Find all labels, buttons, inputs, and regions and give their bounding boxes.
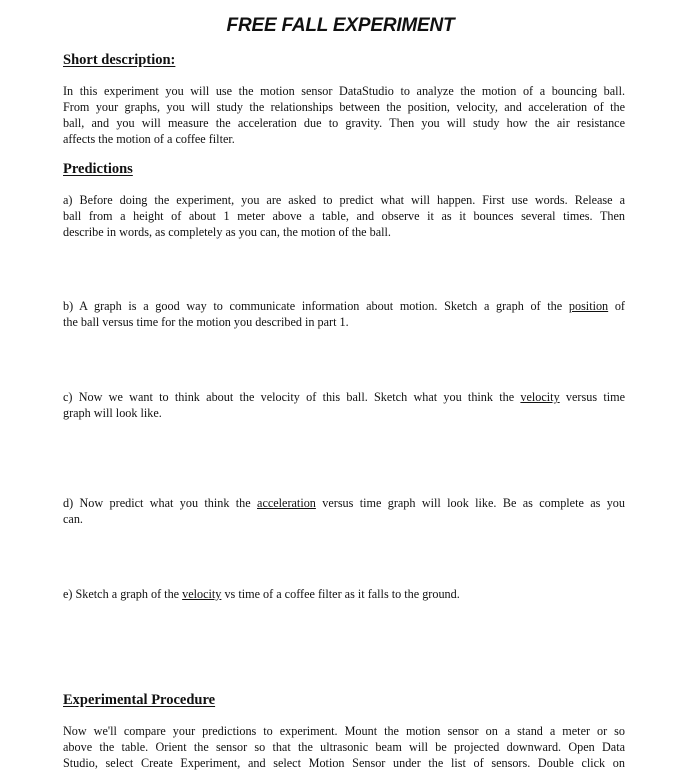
short-description-line: affects the motion of a coffee filter. xyxy=(63,132,235,146)
prediction-a-line: a) Before doing the experiment, you are asked to predict what will happen. First use words. Release a xyxy=(63,193,625,207)
short-description-line: In this experiment you will use the motion sensor DataStudio to analyze the motion of a bouncing ball. xyxy=(63,84,625,98)
short-description-line: From your graphs, you will study the relationships between the position, velocity, and acceleration of the xyxy=(63,100,625,114)
prediction-c-paragraph xyxy=(63,389,625,421)
prediction-a-line: ball from a height of about 1 meter above a table, and observe it as it bounces several times. Then xyxy=(63,209,625,223)
prediction-e-line-1 xyxy=(63,586,625,602)
prediction-d-line-2: can. xyxy=(63,512,83,526)
prediction-c-text: c) Now we want to think about the velocity of this ball. Sketch what you think the xyxy=(63,390,521,404)
procedure-paragraph xyxy=(63,723,625,771)
prediction-b-underlined: position xyxy=(568,299,609,313)
prediction-e-text: e) Sketch a graph of the xyxy=(63,587,183,601)
prediction-c-line-2: graph will look like. xyxy=(63,406,162,420)
prediction-b-line-1 xyxy=(63,298,625,314)
short-description-line: ball, and you will measure the acceleration due to gravity. Then you will study how the air resistance xyxy=(63,116,625,130)
short-description-paragraph xyxy=(63,83,625,147)
procedure-line: Studio, select Create Experiment, and select Motion Sensor under the list of sensors. Double click on xyxy=(63,756,625,770)
prediction-a-line: describe in words, as completely as you can, the motion of the ball. xyxy=(63,225,391,239)
prediction-b-text: of xyxy=(608,299,625,313)
prediction-b-line-2: the ball versus time for the motion you described in part 1. xyxy=(63,315,349,329)
procedure-line: Now we'll compare your predictions to experiment. Mount the motion sensor on a stand a meter or so xyxy=(63,724,625,738)
prediction-e-text: vs time of a coffee filter as it falls to the ground. xyxy=(221,587,460,601)
prediction-a-paragraph xyxy=(63,192,625,240)
prediction-d-text: d) Now predict what you think the xyxy=(63,496,258,510)
prediction-d-underlined: acceleration xyxy=(257,496,316,510)
document-title: FREE FALL EXPERIMENT xyxy=(226,15,455,36)
prediction-c-underlined: velocity xyxy=(520,390,560,404)
prediction-e-paragraph xyxy=(63,586,625,602)
procedure-line: above the table. Orient the sensor so that the ultrasonic beam will be projected downward. Open Data xyxy=(63,740,625,754)
predictions-heading: Predictions xyxy=(63,161,133,177)
short-description-heading: Short description: xyxy=(63,52,176,68)
prediction-e-underlined: velocity xyxy=(182,587,222,601)
prediction-c-line-1 xyxy=(63,389,625,405)
prediction-c-text: versus time xyxy=(559,390,625,404)
procedure-heading: Experimental Procedure xyxy=(63,692,216,708)
prediction-b-text: b) A graph is a good way to communicate information about motion. Sketch a graph of the xyxy=(63,299,569,313)
prediction-d-paragraph xyxy=(63,495,625,527)
prediction-d-text: versus time graph will look like. Be as complete as you xyxy=(315,496,625,510)
prediction-b-paragraph xyxy=(63,298,625,330)
prediction-d-line-1 xyxy=(63,495,625,511)
